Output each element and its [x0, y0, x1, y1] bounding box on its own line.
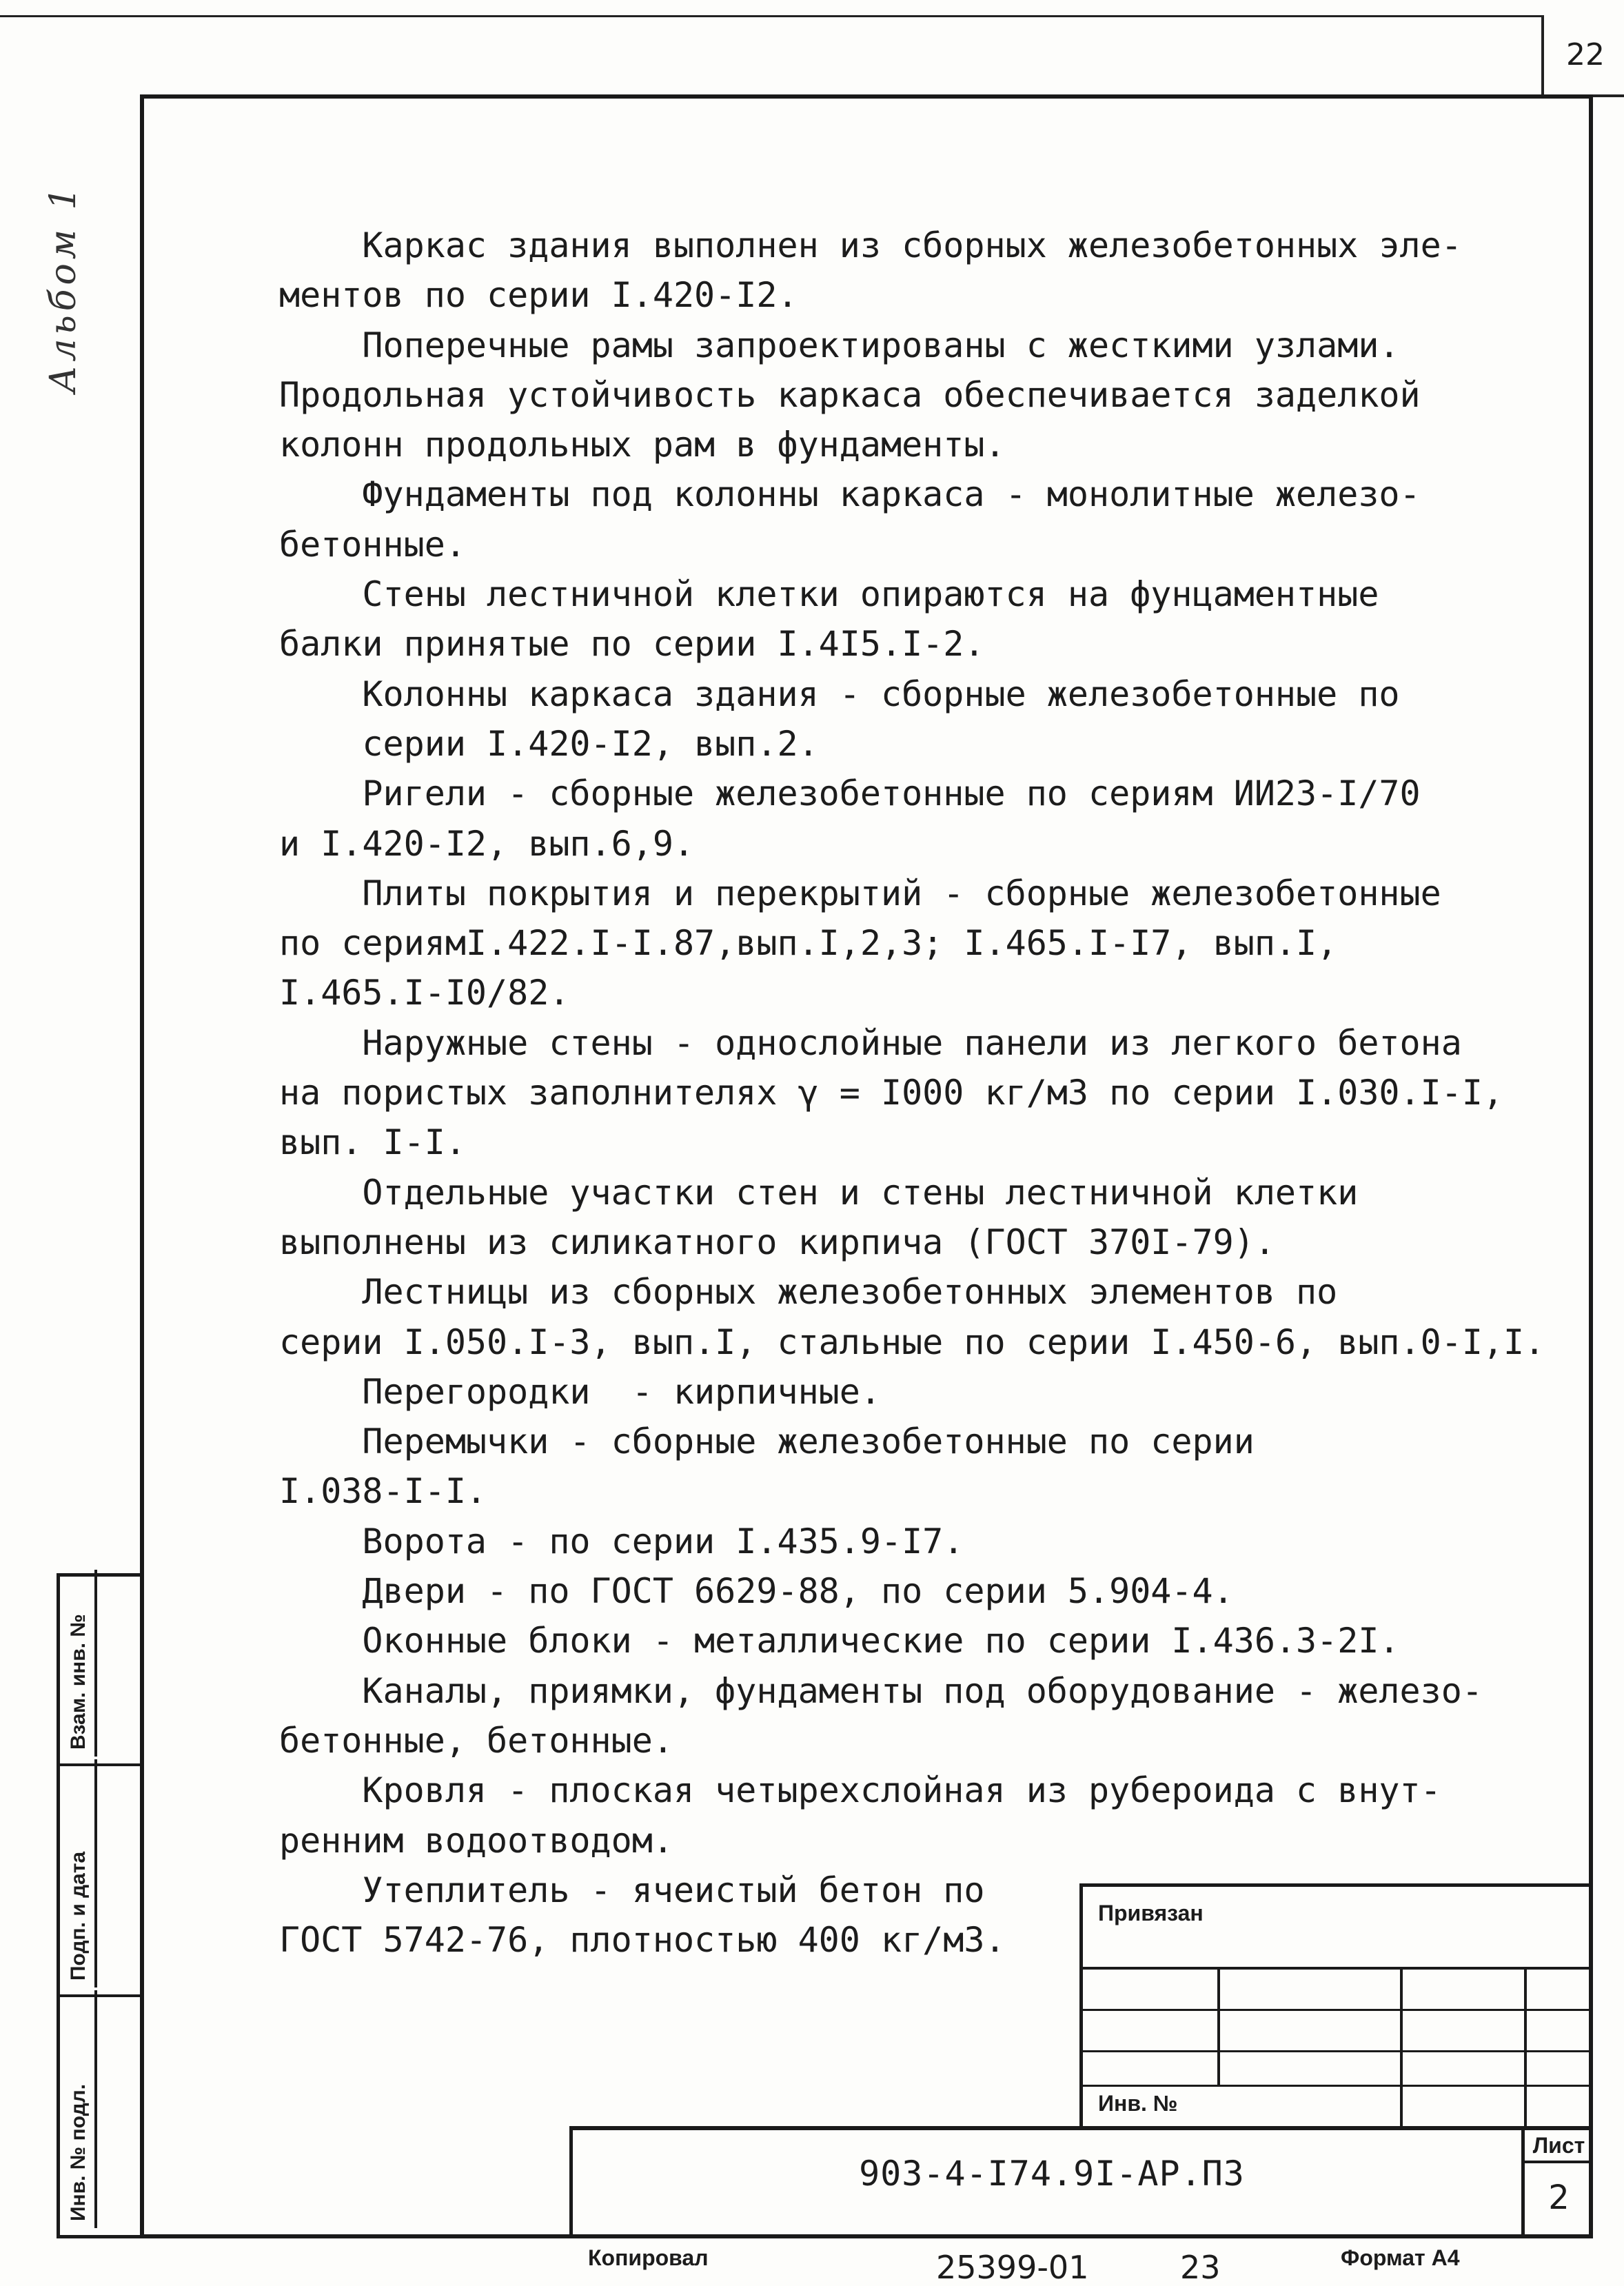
stamp-row	[1083, 2052, 1593, 2087]
body-line: серии I.420-I2, вып.2.	[279, 723, 819, 764]
body-line: вып. I-I.	[279, 1122, 466, 1163]
body-line: Ворота - по серии I.435.9-I7.	[279, 1521, 964, 1561]
body-line: и I.420-I2, вып.6,9.	[279, 823, 695, 864]
body-line: выполнены из силикатного кирпича (ГОСТ 370I-79).	[279, 1222, 1275, 1262]
side-cell-signature-date	[60, 1766, 140, 1997]
sheet-label: Лист	[1525, 2130, 1593, 2163]
body-line: Ригели - сборные железобетонные по сериям ИИ23-I/70	[279, 773, 1421, 814]
body-line: Плиты покрытия и перекрытий - сборные железобетонные	[279, 873, 1441, 913]
body-line: Колонны каркаса здания - сборные железобетонные по	[279, 674, 1400, 714]
stamp-divider	[1524, 1970, 1527, 2130]
body-line: Перемычки - сборные железобетонные по серии	[279, 1422, 1255, 1462]
album-label: Альбом 1	[43, 183, 84, 393]
body-line: I.465.I-I0/82.	[279, 973, 570, 1013]
document-code: 903-4-I74.9I-АР.ПЗ	[859, 2154, 1245, 2194]
body-line: ГОСТ 5742-76, плотностью 400 кг/м3.	[279, 1920, 1006, 1961]
top-border-line	[0, 15, 1541, 17]
stamp-divider	[1217, 1970, 1220, 2087]
body-line: Каркас здания выполнен из сборных железобетонных эле-	[279, 225, 1462, 265]
side-cell-original-inv	[60, 1997, 140, 2235]
body-line: Перегородки - кирпичные.	[279, 1371, 881, 1412]
body-line: Поперечные рамы запроектированы с жесткими узлами.	[279, 325, 1400, 365]
title-block	[569, 2126, 1593, 2238]
side-label-replacement-inv: Взам. инв. №	[67, 1614, 90, 1750]
body-line: на пористых заполнителях γ = I000 кг/м3 по серии I.030.I-I,	[279, 1073, 1504, 1113]
body-line: Стены лестничной клетки опираются на фунцаментные	[279, 574, 1379, 615]
body-line: Отдельные участки стен и стены лестничной клетки	[279, 1172, 1359, 1213]
body-line: колонн продольных рам в фундаменты.	[279, 425, 1006, 465]
stamp-header	[1083, 1887, 1593, 1970]
body-line: Наружные стены - однослойные панели из легкого бетона	[279, 1022, 1462, 1063]
body-line: Фундаменты под колонны каркаса - монолитные железо-	[279, 474, 1421, 515]
order-number: 25399-01	[936, 2249, 1089, 2286]
binding-stamp	[1079, 1883, 1593, 2126]
page-number-box	[1541, 15, 1624, 97]
stamp-tied-label: Привязан	[1098, 1901, 1204, 1925]
body-line: ментов по серии I.420-I2.	[279, 275, 798, 316]
sheet-column	[1521, 2130, 1593, 2238]
body-line: Утеплитель - ячеистый бетон по	[279, 1870, 985, 1910]
stamp-row	[1083, 1970, 1593, 2011]
stamp-inv-label: Инв. №	[1098, 2091, 1178, 2116]
stamp-divider	[1400, 1970, 1403, 2130]
body-line: серии I.050.I-3, вып.I, стальные по серии I.450-6, вып.0-I,I.	[279, 1322, 1545, 1362]
side-stamp	[57, 1573, 140, 2238]
body-line: бетонные, бетонные.	[279, 1720, 673, 1761]
side-cell-replacement-inv	[60, 1577, 140, 1766]
body-line: Лестницы из сборных железобетонных элементов по	[279, 1272, 1338, 1313]
body-line: ренним водоотводом.	[279, 1820, 673, 1861]
body-line: Оконные блоки - металлические по серии I.436.3-2I.	[279, 1621, 1400, 1661]
side-label-original-inv: Инв. № подл.	[67, 2083, 90, 2221]
body-line: балки принятые по серии I.4I5.I-2.	[279, 624, 985, 665]
body-line: I.038-I-I.	[279, 1471, 487, 1512]
body-line: Продольная устойчивость каркаса обеспечивается заделкой	[279, 374, 1421, 415]
sheet-number: 2	[1548, 2178, 1570, 2217]
copied-label: Копировал	[588, 2245, 709, 2270]
stamp-row	[1083, 2011, 1593, 2052]
side-label-signature-date: Подп. и дата	[67, 1851, 90, 1981]
page-number: 22	[1566, 37, 1605, 72]
format-label: Формат А4	[1341, 2245, 1460, 2270]
body-line: бетонные.	[279, 524, 466, 565]
body-line: Двери - по ГОСТ 6629-88, по серии 5.904-4.	[279, 1571, 1234, 1612]
body-line: по сериямI.422.I-I.87,вып.I,2,3; I.465.I-I7, вып.I,	[279, 923, 1338, 964]
extra-number: 23	[1180, 2249, 1221, 2286]
body-line: Каналы, приямки, фундаменты под оборудование - железо-	[279, 1670, 1483, 1711]
body-line: Кровля - плоская четырехслойная из рубероида с внут-	[279, 1770, 1441, 1811]
body-text	[279, 221, 1561, 1965]
